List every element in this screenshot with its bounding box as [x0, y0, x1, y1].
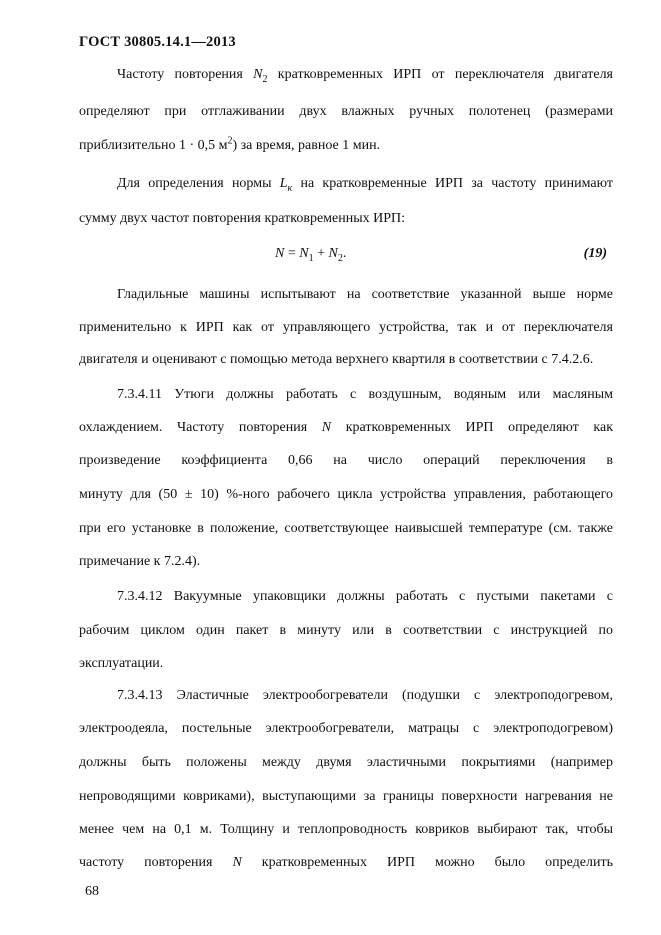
- text-line: должны быть положены между двумя эластичными покрытиями (например: [79, 755, 613, 770]
- text-line: частоту повторения N кратковременных ИРП можно было определить: [79, 855, 613, 870]
- text-line: сумму двух частот повторения кратковременных ИРП:: [79, 211, 406, 226]
- text-line: эксплуатации.: [79, 656, 164, 671]
- text-line: электроодеяла, постельные электрообогреватели, матрацы с электроподогревом): [79, 721, 613, 736]
- text-line: непроводящими ковриками), выступающими за границы поверхности нагревания не: [79, 789, 613, 804]
- text-line: двигателя и оценивают с помощью метода верхнего квартиля в соответствии с 7.4.2.6.: [79, 352, 594, 367]
- text-line: применительно к ИРП как от управляющего устройства, так и от переключателя: [79, 320, 613, 335]
- formula-expression: $N = N_1 + N_2$.: [275, 246, 347, 264]
- text-line: определяют при отглаживании двух влажных ручных полотенец (размерами: [79, 104, 613, 119]
- text-line: примечание к 7.2.4).: [79, 554, 201, 569]
- document-header: ГОСТ 30805.14.1—2013: [79, 34, 236, 50]
- text-line: Для определения нормы $L_к$ на кратковременные ИРП за частоту принимают: [117, 176, 613, 194]
- text-line: приблизительно 1 · 0,5 $м^2$) за время, равное 1 мин.: [79, 135, 381, 153]
- text-line: охлаждением. Частоту повторения N кратковременных ИРП определяют как: [79, 420, 613, 435]
- text-line: 7.3.4.13 Эластичные электрообогреватели (подушки с электроподогревом,: [117, 688, 613, 703]
- text-line: Частоту повторения $N_2$ кратковременных ИРП от переключателя двигателя: [117, 67, 613, 85]
- text-line: минуту для (50 ± 10) %-ного рабочего цикла устройства управления, работающего: [79, 487, 613, 502]
- text-line: 7.3.4.11 Утюги должны работать с воздушным, водяным или масляным: [117, 387, 613, 402]
- page-number: 68: [85, 884, 99, 899]
- text-line: 7.3.4.12 Вакуумные упаковщики должны работать с пустыми пакетами с: [117, 589, 613, 604]
- text-line: Гладильные машины испытывают на соответствие указанной выше норме: [117, 287, 613, 302]
- text-line: произведение коэффициента 0,66 на число операций переключения в: [79, 453, 613, 468]
- text-line: менее чем на 0,1 м. Толщину и теплопроводность ковриков выбирают так, чтобы: [79, 822, 613, 837]
- text-line: при его установке в положение, соответствующее наивысшей температуре (см. также: [79, 521, 613, 536]
- formula-number: (19): [583, 246, 607, 261]
- text-line: рабочим циклом один пакет в минуту или в соответствии с инструкцией по: [79, 623, 613, 638]
